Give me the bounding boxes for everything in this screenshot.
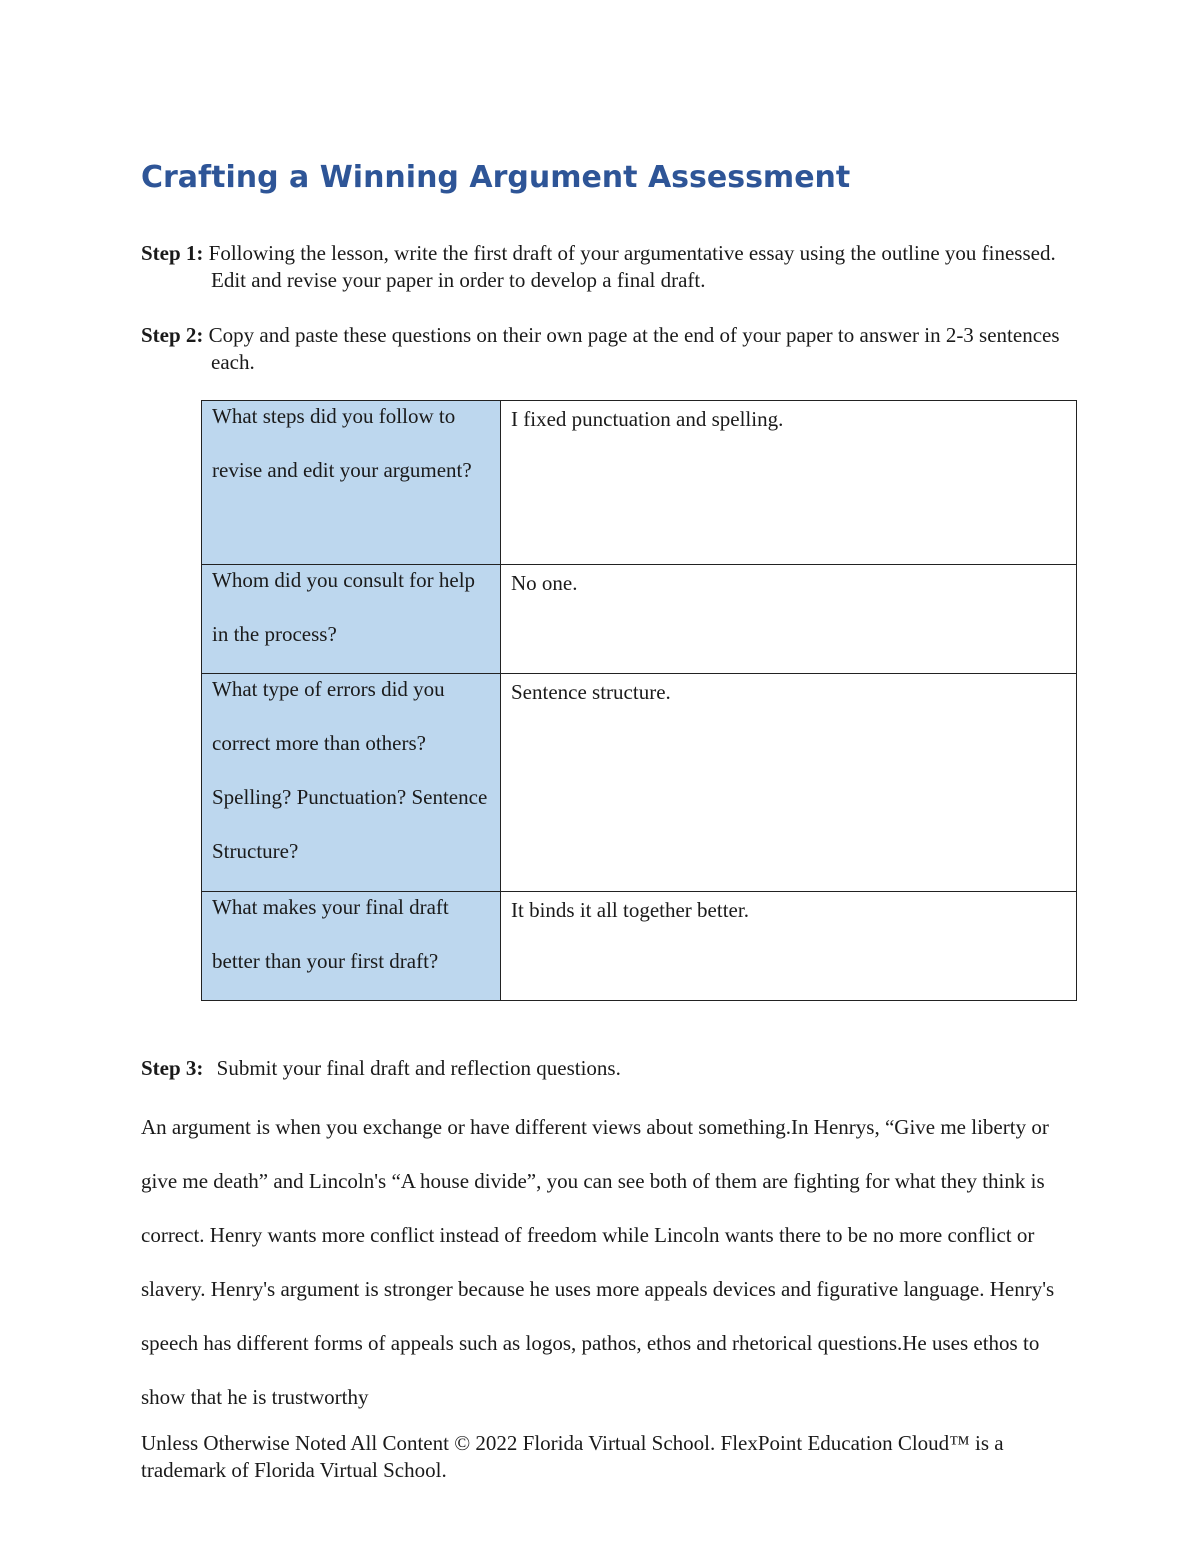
table-row <box>202 892 1077 1001</box>
question-text: Whom did you consult for help in the process? <box>212 568 476 646</box>
answer-cell: It binds it all together better. <box>501 892 1077 1001</box>
reflection-table <box>201 400 1077 1001</box>
essay-paragraph: An argument is when you exchange or have different views about something.In Henrys, “Give me liberty or give me death” and Lincoln's “A house divide”, you can see both of them are fighting for what they think is correct. Henry wants more conflict instead of freedom while Lincoln wants there to be no more conflict or slavery. Henry's argument is stronger because he uses more appeals devices and figurative language. Henry's speech has different forms of appeals such as logos, pathos, ethos and rhetorical questions.He uses ethos to show that he is trustworthy <box>141 1115 1055 1409</box>
copyright-footer: Unless Otherwise Noted All Content © 2022 Florida Virtual School. FlexPoint Education Cloud™ is a trademark of Florida Virtual School. <box>141 1431 1004 1482</box>
question-cell <box>202 674 501 892</box>
question-cell <box>202 401 501 565</box>
question-text: What steps did you follow to revise and edit your argument? <box>212 404 472 482</box>
answer-cell: Sentence structure. <box>501 674 1077 892</box>
step-2-text: Copy and paste these questions on their own page at the end of your paper to answer in 2-3 sentences each. <box>208 323 1060 374</box>
table-row <box>202 674 1077 892</box>
question-text: What type of errors did you correct more than others? Spelling? Punctuation? Sentence Structure? <box>212 677 488 863</box>
question-cell <box>202 565 501 674</box>
answer-cell: No one. <box>501 565 1077 674</box>
document-title: Crafting a Winning Argument Assessment <box>141 160 851 195</box>
step-3-text: Submit your final draft and reflection questions. <box>216 1056 621 1080</box>
question-cell <box>202 892 501 1001</box>
question-text: What makes your final draft better than your first draft? <box>212 895 449 973</box>
table-row <box>202 401 1077 565</box>
step-1-text: Following the lesson, write the first draft of your argumentative essay using the outline you finessed. Edit and revise your paper in order to develop a final draft. <box>208 241 1056 292</box>
step-1 <box>141 240 1061 294</box>
answer-cell: I fixed punctuation and spelling. <box>501 401 1077 565</box>
step-3 <box>141 1055 621 1082</box>
step-1-label: Step 1: <box>141 241 204 265</box>
step-2 <box>141 322 1061 376</box>
table-row <box>202 565 1077 674</box>
step-3-label: Step 3: <box>141 1056 204 1080</box>
step-2-label: Step 2: <box>141 323 204 347</box>
